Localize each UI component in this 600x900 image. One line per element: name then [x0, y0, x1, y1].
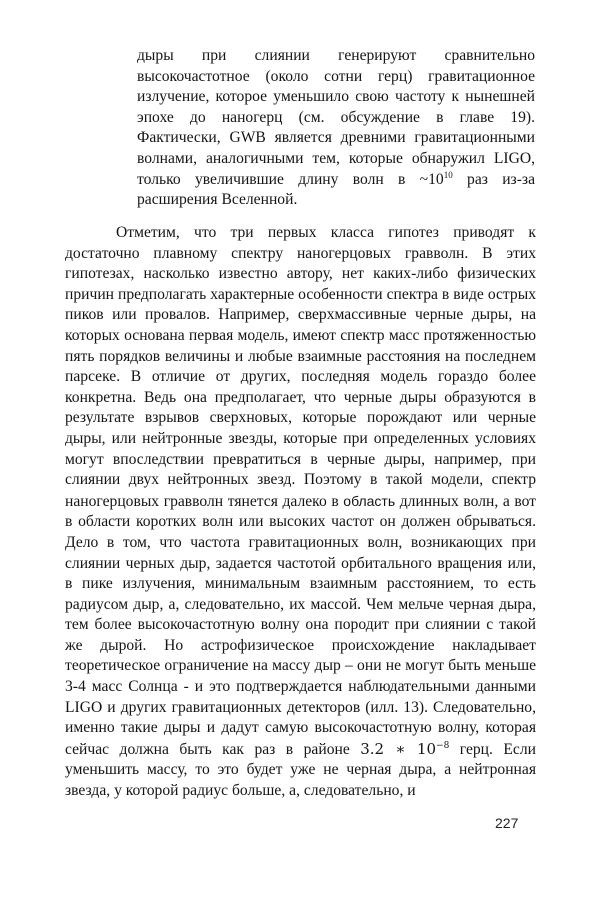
page-number: 227: [495, 815, 519, 831]
paragraph-text-part1: Отметим, что три первых класса гипотез приводят к достаточно плавному спектру наногерцовых гравволн. В этих гипотезах, насколько известно автору, нет каких-либо физических причин предполагать характерные особенности спектра в виде острых пиков или провалов. Например, сверхмассивные черные дыры, на которых основана первая модель, имеют спектр масс протяженностью пять порядков величины и любые взаимные расстояния на последнем парсеке. В отличие от других, последняя модель гораздо более конкретна. Ведь она предполагает, что черные дыры образуются в результате взрывов сверхновых, которые порождают или черные дыры, или нейтронные звезды, которые при определенных условиях могут впоследствии превратиться в черные дыры, например, при слиянии двух нейтронных звезд. Поэтому в такой модели, спектр наногерцовых гравволн тянется далеко в: [65, 224, 536, 510]
quoted-passage: [137, 46, 535, 211]
body-paragraph: [65, 223, 536, 802]
quote-text-end: раз из-за расширения Вселенной.: [137, 170, 535, 209]
formula-base: 3.2 ∗ 10: [360, 739, 437, 758]
sans-word: область: [343, 492, 396, 509]
frequency-formula: [360, 740, 449, 758]
paragraph-text-part3: герц. Если уменьшить массу, то это будет уже не черная дыра, а нейтронная звезда, у которой радиус больше, а, следовательно, и: [65, 740, 536, 800]
formula-exponent: −8: [436, 740, 450, 751]
paragraph-text-part2: длинных волн, а вот в области коротких волн или высоких частот он должен обрываться. Дело в том, что частота гравитационных волн, возникающих при слиянии черных дыр, задается частотой орбитального вращения или, в пике излучения, минимальным взаимным расстоянием, то есть радиусом дыр, а, следовательно, их массой. Чем мельче черная дыра, тем более высокочастотную волну она породит при слиянии с такой же дырой. Но астрофизическое происхождение накладывает теоретическое ограничение на массу дыр – они не могут быть меньше 3-4 масс Солнца - и это подтверждается наблюдательными данными LIGO и других гравитационных детекторов (илл. 13). Следовательно, именно такие дыры и дадут самую высокочастотную волну, которая сейчас должна быть как раз в районе: [65, 492, 536, 758]
quote-text: дыры при слиянии генерируют сравнительно высокочастотное (около сотни герц) гравитационное излучение, которое уменьшило свою частоту к нынешней эпохе до наногерц (см. обсуждение в главе 19). Фактически, GWB является древними гравитационными волнами, аналогичными тем, которые обнаружил LIGO, только увеличившие длину волн в ~10: [137, 47, 535, 188]
power-exponent: 10: [443, 169, 453, 180]
